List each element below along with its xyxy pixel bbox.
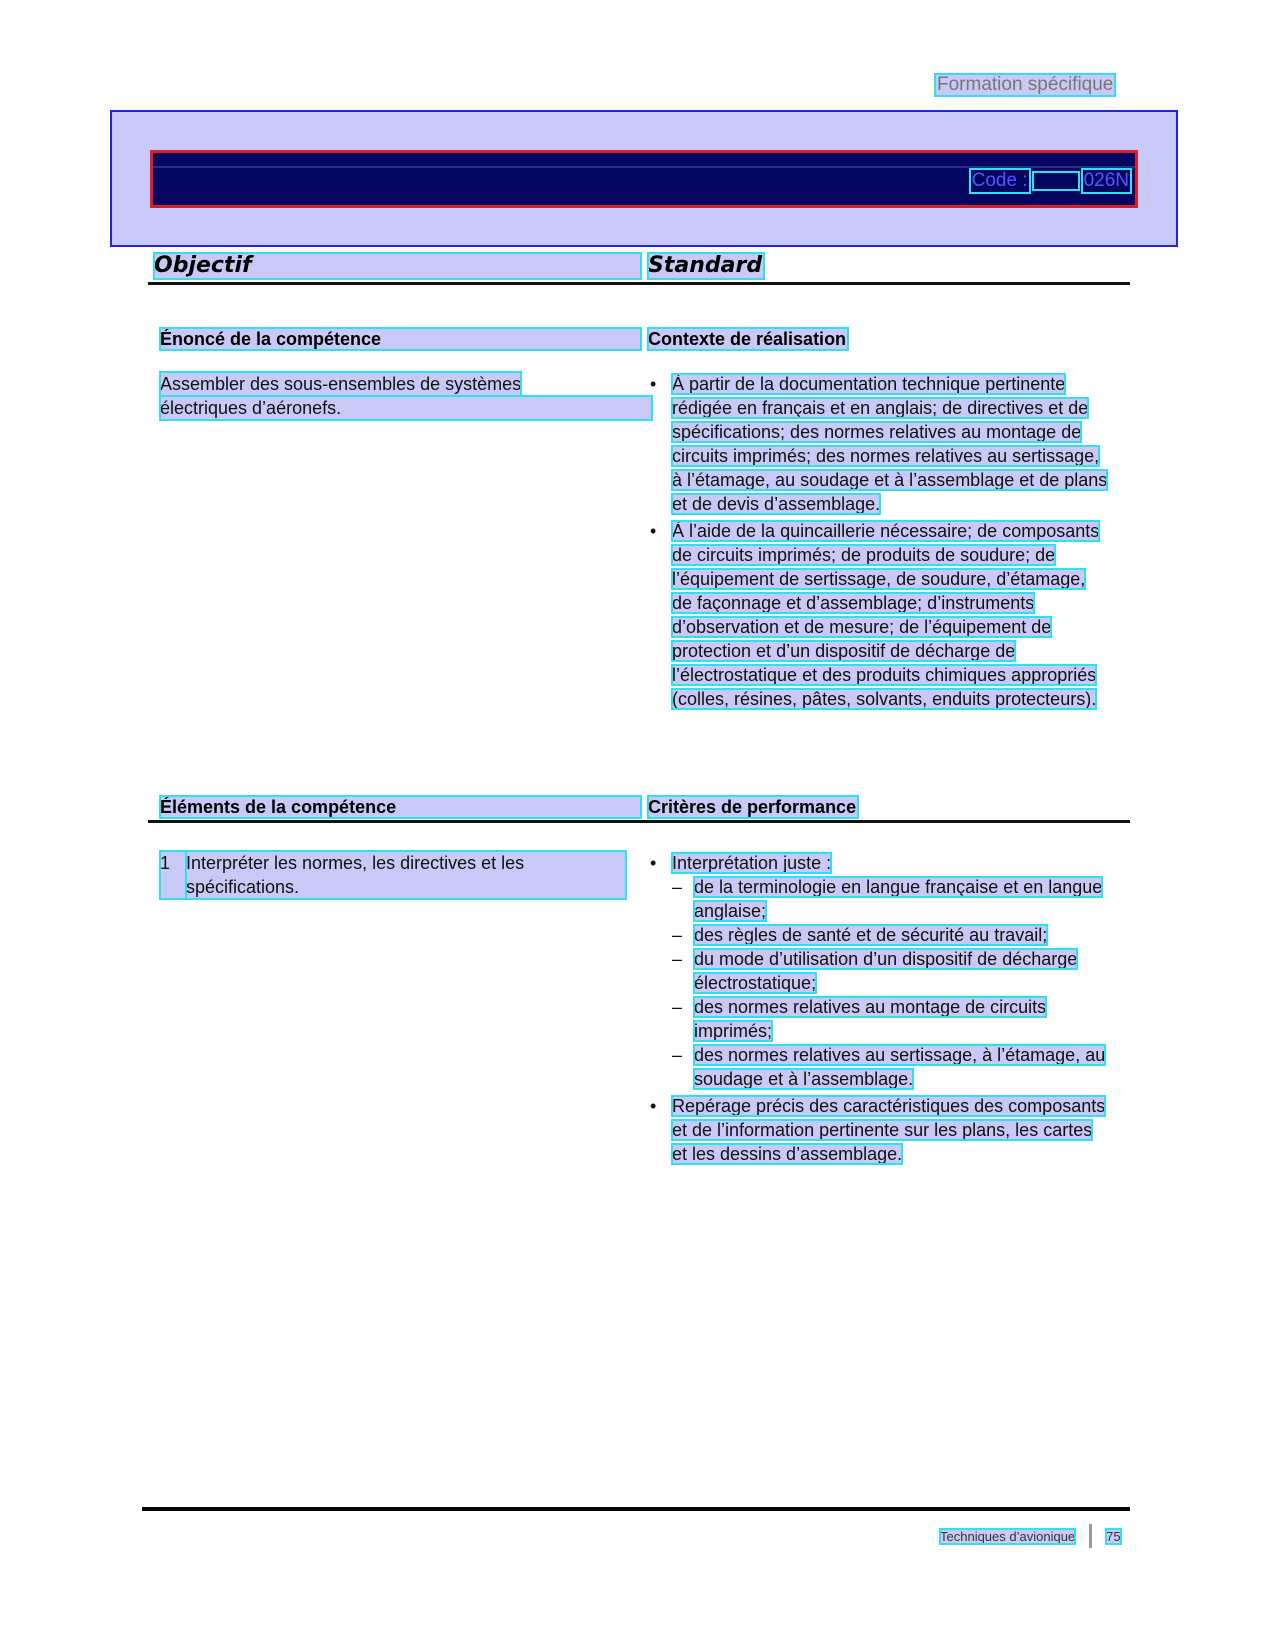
- footer-separator: [1089, 1524, 1092, 1548]
- elements-title: Éléments de la compétence: [160, 796, 641, 818]
- critere-subitem: – du mode d’utilisation d’un dispositif de décharge électrostatique;: [672, 947, 1108, 995]
- column-heading-objectif: Objectif: [154, 253, 641, 279]
- criteres-title: Critères de performance: [648, 797, 857, 817]
- competence-statement: [160, 372, 660, 420]
- contexte-title: Contexte de réalisation: [648, 329, 847, 349]
- critere-item: • Repérage précis des caractéristiques des composants et de l’information pertinente sur les plans, les cartes et les dessins d’assemblage.: [650, 1094, 1108, 1166]
- heading-rule: [148, 282, 1130, 285]
- code-value: 026N: [1083, 170, 1129, 191]
- footer-page-number: 75: [1106, 1528, 1121, 1544]
- competence-code: [970, 169, 1131, 193]
- element-text: Interpréter les normes, les directives et les spécifications.: [186, 851, 626, 899]
- footer-program: Techniques d’avionique: [940, 1528, 1076, 1544]
- code-label: Code :: [971, 170, 1028, 191]
- element-number: 1: [160, 851, 186, 899]
- competence-statement-line1: Assembler des sous-ensembles de systèmes: [160, 374, 522, 394]
- footer-rule: [142, 1507, 1130, 1511]
- section-label: Formation spécifique: [937, 74, 1114, 95]
- competence-statement-line2: électriques d’aéronefs.: [160, 396, 652, 420]
- banner-bar: [150, 150, 1138, 208]
- contexte-item: • À partir de la documentation technique pertinente rédigée en français et en anglais; de directives et de spécifications; des normes relatives au montage de circuits imprimés; des normes relatives au sertissage, à l’étamage, au soudage et à l’assemblage et de plans et de devis d’assemblage.: [650, 372, 1108, 516]
- contexte-list: [650, 372, 1108, 714]
- elements-rule: [148, 820, 1130, 823]
- critere-subitem: – des normes relatives au montage de circuits imprimés;: [672, 995, 1108, 1043]
- criteres-list: [650, 851, 1108, 1169]
- code-spacer: [1034, 173, 1078, 189]
- competence-title: Énoncé de la compétence: [160, 328, 641, 350]
- banner-divider: [153, 166, 1135, 168]
- contexte-item: • À l’aide de la quincaillerie nécessaire; de composants de circuits imprimés; de produits de soudure; de l’équipement de sertissage, de soudure, d’étamage, de façonnage et d’assemblage; d’instruments d’observation et de mesure; de l’équipement de protection et d’un dispositif de décharge de l’électrostatique et des produits chimiques appropriés (colles, résines, pâtes, solvants, enduits protecteurs).: [650, 519, 1108, 711]
- column-heading-standard: Standard: [648, 253, 763, 278]
- critere-subitem: – des règles de santé et de sécurité au travail;: [672, 923, 1108, 947]
- critere-subitem: – de la terminologie en langue française et en langue anglaise;: [672, 875, 1108, 923]
- footer: [940, 1524, 1121, 1548]
- critere-item: • Interprétation juste : – de la terminologie en langue française et en langue anglaise; – des règles de santé et de sécurité au travail; – du mode d’utilisation d’un dispositif de décharge électrostatique; – des normes relatives au montage de circuits imprimés; – des normes relatives au sertissage, à l’étamage, au soudage et à l’assemblage.: [650, 851, 1108, 1091]
- element-item: [160, 851, 680, 899]
- critere-subitem: – des normes relatives au sertissage, à l’étamage, au soudage et à l’assemblage.: [672, 1043, 1108, 1091]
- title-banner: [110, 110, 1178, 247]
